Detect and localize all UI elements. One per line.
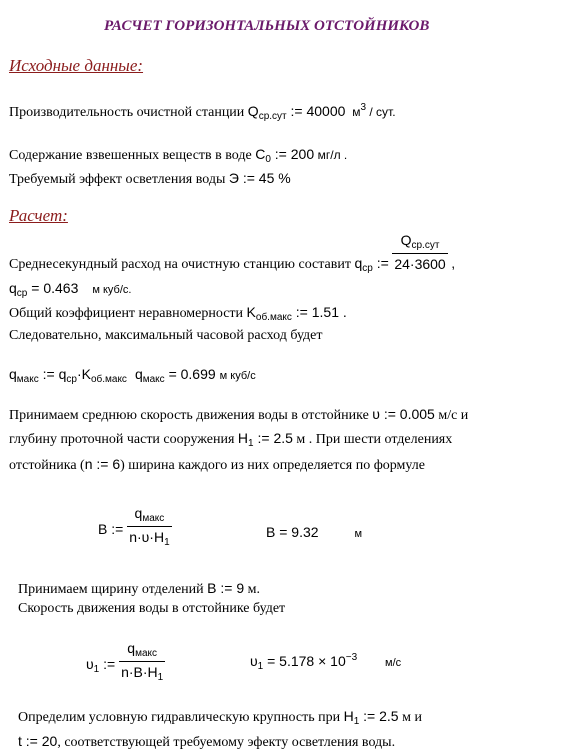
page-title: РАСЧЕТ ГОРИЗОНТАЛЬНЫХ ОТСТОЙНИКОВ: [104, 18, 430, 34]
line-avg-second-flow: Среднесекундный расход на очистную станцию составит $q_{ср}$ := $\frac{Q_{ср.сут}}{24\cdot 3600}$ ,: [9, 232, 456, 275]
line-speed-in-tank: Скорость движения воды в отстойнике будет: [18, 601, 286, 616]
line-consequently: Следовательно, максимальный часовой расход будет: [9, 328, 323, 343]
width-b-fraction: $\frac{q_{макс}}{n\cdot\upsilon\cdot H_1}$: [129, 505, 170, 548]
line-max-flow: $q_{макс}$ := $q_{ср}\cdot K_{об.макс}$ $q_{макс} = 0.699$ м куб/с: [9, 366, 256, 385]
formula-width-b: B := $\frac{q_{макс}}{n\cdot\upsilon\cdot H_1}$: [98, 505, 170, 548]
section-initial-data: Исходные данные:: [9, 56, 144, 75]
line-sections-count: отстойника (n := 6) ширина каждого из них определяется по формуле: [9, 456, 425, 473]
avg-flow-fraction: $\frac{Q_{ср.сут}}{24\cdot 3600}$: [394, 232, 446, 272]
result-velocity-v1: $\upsilon_1 = 5.178 \times 10^{-3}$ м/с: [250, 652, 402, 672]
line-suspended-solids: Содержание взвешенных веществ в воде $C_0$ := 200 мг/л .: [9, 146, 348, 165]
line-coefficient: Общий коэффициент неравномерности $K_{об.макс}$ := 1.51 .: [9, 304, 347, 323]
line-avg-result: $q_{ср} = 0.463$ м куб/с.: [9, 280, 132, 299]
formula-velocity-v1: $\upsilon_1$ := $\frac{q_{макс}}{n\cdot B\cdot H_1}$: [86, 640, 164, 683]
line-clarification-effect: Требуемый эффект осветления воды Э := 45 %: [9, 170, 291, 187]
line-hydraulic-size: Определим условную гидравлическую крупность при $H_1$ := 2.5 м и: [18, 708, 422, 727]
velocity-v1-fraction: $\frac{q_{макс}}{n\cdot B\cdot H_1}$: [121, 640, 164, 683]
line-width-accepted: Принимаем щирину отделений B := 9 м.: [18, 580, 260, 597]
result-width-b: B = 9.32 м: [266, 524, 362, 540]
section-calculation: Расчет:: [9, 206, 68, 225]
line-time: t := 20, соответствующей требуемому эфекту осветления воды.: [18, 733, 396, 750]
line-depth: глубину проточной части сооружения $H_1$ := 2.5 м . При шести отделениях: [9, 430, 453, 449]
line-productivity: Производительность очистной станции $Q_{ср.сут}$ := 40000 $м^3$ / сут.: [9, 102, 396, 122]
line-speed: Принимаем среднюю скорость движения воды в отстойнике υ := 0.005 м/с и: [9, 406, 469, 423]
